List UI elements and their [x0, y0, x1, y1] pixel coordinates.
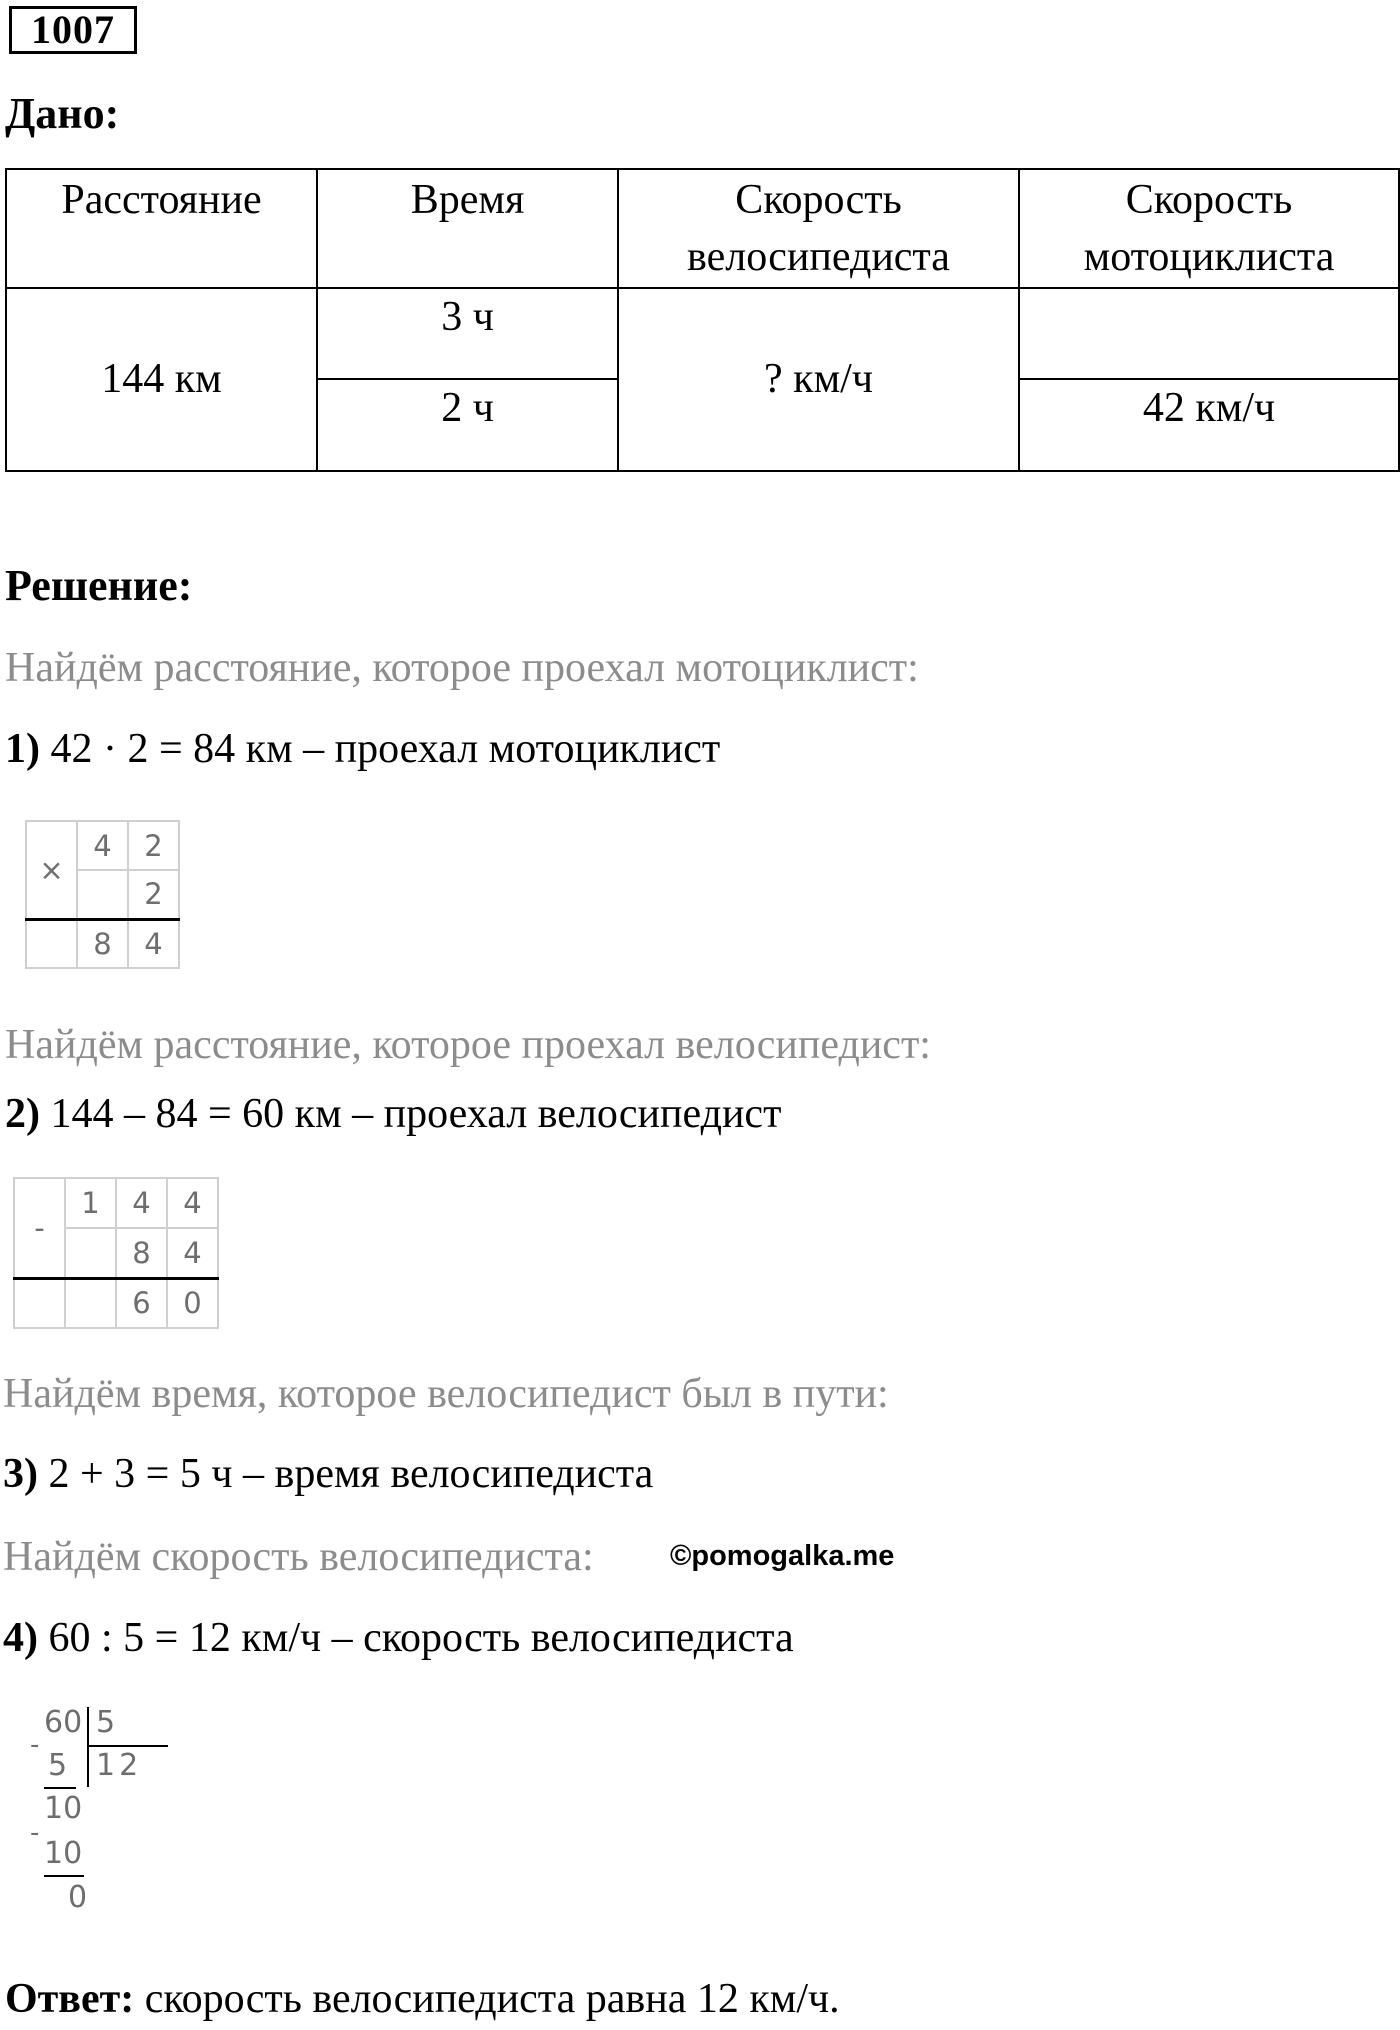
minus-1: -: [30, 1730, 40, 1760]
hint-4: Найдём скорость велосипедиста:: [3, 1534, 594, 1580]
time-1-cell: 3 ч: [317, 288, 618, 379]
header-time: Время: [317, 169, 618, 288]
long-division: [28, 1705, 158, 1930]
underline-2: [44, 1875, 84, 1877]
quotient: 12: [96, 1748, 143, 1783]
given-table: [5, 168, 1400, 472]
distance-cell: 144 км: [6, 288, 317, 471]
underline-1: [44, 1787, 76, 1789]
minus-2: -: [30, 1818, 40, 1848]
header-distance: Расстояние: [6, 169, 317, 288]
hint-2: Найдём расстояние, которое проехал велосипедист:: [5, 1022, 931, 1068]
hint-1: Найдём расстояние, которое проехал мотоциклист:: [5, 645, 919, 691]
divisor: 5: [96, 1705, 116, 1740]
time-2-cell: 2 ч: [317, 379, 618, 471]
division-vertical-line: [87, 1707, 89, 1787]
motorcyclist-speed-cell: 42 км/ч: [1019, 379, 1399, 471]
step-4: 4) 60 : 5 = 12 км/ч – скорость велосипедиста: [3, 1615, 794, 1661]
solution-title: Решение:: [5, 561, 193, 610]
step-2: 2) 144 – 84 = 60 км – проехал велосипедист: [5, 1091, 782, 1137]
answer-text: скорость велосипедиста равна 12 км/ч.: [134, 1976, 840, 2022]
step-1: 1) 42 · 2 = 84 км – проехал мотоциклист: [5, 726, 721, 772]
header-cyclist-speed: Скорость велосипедиста: [618, 169, 1019, 288]
column-multiplication: × 4 2 2 8 4: [25, 820, 180, 969]
hint-3: Найдём время, которое велосипедист был в пути:: [3, 1371, 889, 1417]
minus-sign: -: [14, 1178, 65, 1278]
remainder-2: 0: [68, 1880, 88, 1915]
task-number: 1007: [9, 6, 137, 54]
given-title: Дано:: [5, 89, 120, 138]
watermark: ©pomogalka.me: [670, 1540, 895, 1572]
subtrahend-1: 5: [48, 1748, 68, 1783]
multiply-sign: ×: [26, 821, 77, 919]
answer: [5, 1975, 840, 2023]
header-motorcyclist-speed: Скорость мотоциклиста: [1019, 169, 1399, 288]
remainder-1: 10: [44, 1791, 83, 1826]
column-subtraction: - 1 4 4 8 4 6 0: [13, 1177, 219, 1329]
divisor-underline: [88, 1745, 168, 1747]
answer-label: Ответ:: [5, 1976, 135, 2022]
dividend: 60: [44, 1705, 83, 1740]
cyclist-speed-cell: ? км/ч: [618, 288, 1019, 471]
step-3: 3) 2 + 3 = 5 ч – время велосипедиста: [3, 1451, 654, 1497]
subtrahend-2: 10: [44, 1836, 83, 1871]
motorcyclist-empty-cell: [1019, 288, 1399, 379]
